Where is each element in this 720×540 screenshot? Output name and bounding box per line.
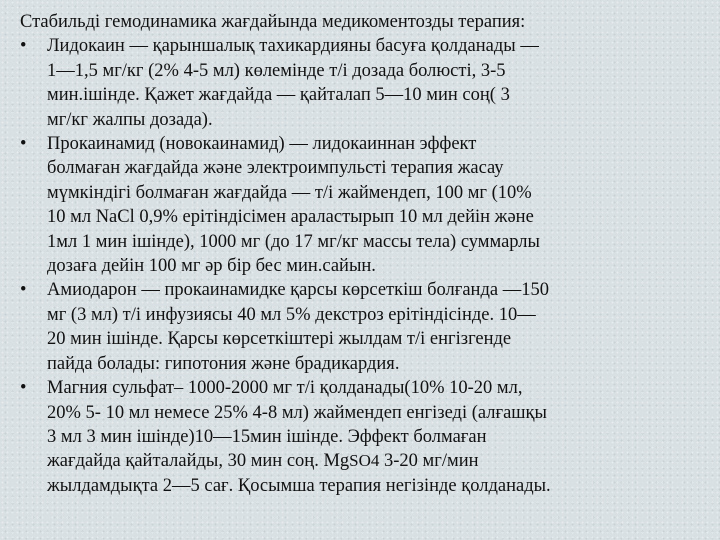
text-line: 20% 5- 10 мл немесе 25% 4-8 мл) жаймендеп енгізеді (алғашқы <box>47 402 547 423</box>
text-line: 20 мин ішінде. Қарсы көрсеткіштері жылдам т/і енгізгенде <box>47 329 512 350</box>
text-line: мин.ішінде. Қажет жағдайда — қайталап 5—10 мин соң( 3 <box>47 85 510 106</box>
text-line: мүмкіндігі болмаған жағдайда — т/і жаймендеп, 100 мг (10% <box>47 182 532 203</box>
text-line <box>47 449 706 473</box>
text-line: 10 мл NaCl 0,9% ерітіндісімен араластырып 10 мл дейін және <box>47 207 534 228</box>
text-line: мг/кг жалпы дозада). <box>47 109 213 130</box>
so4-text: SO4 <box>349 451 380 471</box>
text-line: мг (3 мл) т/і инфузиясы 40 мл 5% декстроз ерітіндісінде. 10— <box>47 304 536 325</box>
text-line: • Лидокаин — қарыншалық тахикардияны басуға қолданады — <box>47 36 539 57</box>
text-line: жылдамдықта 2—5 сағ. Қосымша терапия негізінде қолданады. <box>47 475 551 496</box>
list-item-magnesium <box>20 376 706 498</box>
text-line: дозаға дейін 100 мг әр бір бес мин.сайын. <box>47 256 376 277</box>
text-line: пайда болады: гипотония және брадикардия. <box>47 353 400 374</box>
text-segment: жағдайда қайталайды, 30 мин соң. Mg <box>47 451 350 472</box>
list-item-procainamide <box>20 132 706 278</box>
slide-heading: Стабильді гемодинамика жағдайында медикоментозды терапия: <box>20 12 526 32</box>
therapy-list <box>20 34 706 498</box>
text-line: • Прокаинамид (новокаинамид) — лидокаиннан эффект <box>47 134 477 155</box>
text-line: 1мл 1 мин ішінде), 1000 мг (до 17 мг/кг массы тела) суммарлы <box>47 231 540 252</box>
text-line: 3 мл 3 мин ішінде)10—15мин ішінде. Эффект болмаған <box>47 426 487 447</box>
list-item-amiodarone <box>20 278 706 376</box>
list-item-lidocaine <box>20 34 706 132</box>
text-line: болмаған жағдайда және электроимпульсті терапия жасау <box>47 158 504 179</box>
text-line: • Магния сульфат– 1000-2000 мг т/і қолданады(10% 10-20 мл, <box>47 378 523 399</box>
text-segment: 3-20 мг/мин <box>379 451 479 472</box>
text-line: 1—1,5 мг/кг (2% 4-5 мл) көлемінде т/і дозада болюсті, 3-5 <box>47 60 506 81</box>
text-line: • Амиодарон — прокаинамидке қарсы көрсеткіш болғанда —150 <box>47 280 549 301</box>
